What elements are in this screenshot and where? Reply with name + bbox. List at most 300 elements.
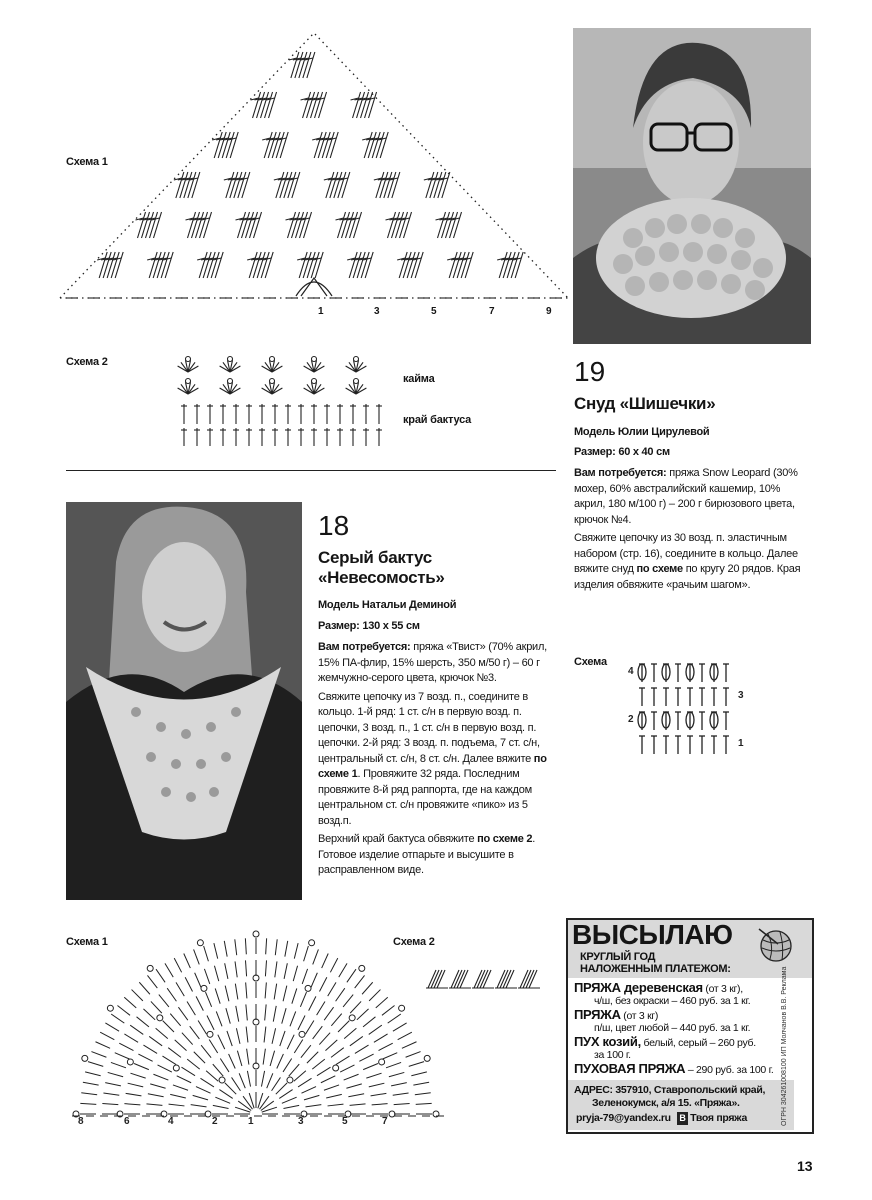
stitch-mark [200,1078,213,1087]
stitch-mark [83,1082,99,1085]
stitch-mark [107,1005,113,1011]
stitch-mark [242,172,250,198]
stitch-mark [228,357,233,362]
stitch-mark [291,52,299,78]
stitch-mark [339,963,347,977]
stitch-mark [180,172,188,198]
stitch-mark [247,1071,250,1087]
stitch-mark [218,1035,225,1049]
stitch-mark [103,1093,119,1095]
stitch-mark [261,92,269,118]
stitch-mark [142,212,150,238]
stitch-mark [338,1021,349,1032]
stitch-mark [380,172,388,198]
stitch-mark [130,1073,145,1078]
stitch-mark [111,252,119,278]
stitch-mark [156,969,165,982]
stitch-mark [413,1082,429,1085]
stitch-mark [309,996,316,1010]
stitch-mark [196,996,203,1010]
stitch-mark [276,172,284,198]
stitch-mark [198,1020,206,1034]
stitch-mark [124,1104,140,1105]
stitch-mark [292,212,300,238]
stitch-mark [392,212,400,238]
stitch-mark [336,988,345,1001]
stitch-mark [170,1014,180,1026]
stitch-mark [317,1067,331,1076]
stitch-mark [346,212,354,238]
ad-line-yarn [574,1008,658,1023]
stitch-mark [165,963,173,977]
needs-text: пряжа Snow Leopard (30% мохер, 60% австралийский кашемир, 10% акрил, 180 м/100 г) – 200 г бирюзового цвета, крючок №4. [574,467,798,526]
stitch-mark [148,1094,164,1097]
stitch-mark [185,977,192,991]
stitch-mark [173,1085,188,1090]
stitch-mark [207,1016,214,1030]
stitch-mark [165,252,173,278]
stitch-mark [204,212,212,238]
stitch-mark [321,1076,335,1083]
stitch-mark [449,252,457,278]
stitch-mark [218,132,226,158]
stitch-mark [288,172,296,198]
stitch-mark [349,252,357,278]
stitch-mark [288,212,296,238]
stitch-mark [195,973,201,988]
row-number: 7 [382,1116,388,1124]
section-divider [66,470,556,471]
stitch-mark [322,132,330,158]
row-number: 6 [124,1116,130,1124]
stitch-mark [359,1054,373,1061]
stitch-mark [438,212,446,238]
stitch-mark [394,1103,410,1104]
stitch-mark [226,1008,230,1023]
stitch-mark [226,172,234,198]
stitch-mark [156,1028,168,1038]
item18-title-line2: «Невесомость» [318,568,445,587]
num: 7 [489,306,495,317]
stitch-mark [363,1017,375,1027]
stitch-mark [301,1045,311,1058]
stitch-mark [192,172,200,198]
instr-bold: по схеме 2 [477,833,533,845]
stitch-mark [188,212,196,238]
stitch-mark [250,212,258,238]
stitch-mark [266,938,267,954]
stitch-mark [181,1067,195,1076]
stitch-mark [511,252,519,278]
yarn-advertisement [566,918,814,1134]
ad-line-wool [574,981,743,996]
stitch-mark [406,1052,421,1058]
instr-part: Свяжите цепочку из 7 возд. п., соедините в кольцо. 1-й ряд: 1 ст. с/н в первую возд. п. цепочки, 3 возд. п., 1 ст. с/н в первую возд. п. цепочки. 2-й ряд: 3 возд. п. подъема, 7 ст. с/н, центральный ст. с/н, 8 ст. с/н. Далее вяжите [318,690,540,765]
stitch-mark [276,1083,287,1094]
bottom-scheme2-label: Схема 2 [393,936,435,948]
top-scheme2-diagram [176,348,396,448]
stitch-mark [270,357,275,362]
stitch-mark [153,252,161,278]
stitch-mark [175,1040,187,1051]
yarn-ball-icon [756,926,796,966]
stitch-mark [376,132,384,158]
instr-part: Верхний край бактуса обвяжите [318,833,478,845]
stitch-mark [177,1076,191,1083]
stitch-mark [340,1065,354,1072]
item19-scheme-label: Схема [574,656,607,668]
stitch-mark [303,252,311,278]
stitch-mark [376,172,384,198]
stitch-mark [388,212,396,238]
stitch-mark [287,1035,294,1049]
stitch-mark [326,132,334,158]
stitch-mark [96,1042,111,1049]
ad-vk[interactable]: Твоя пряжа [690,1112,747,1124]
stitch-mark [245,938,246,954]
stitch-mark [293,966,297,981]
stitch-mark [187,1059,200,1069]
stitch-mark [265,960,266,976]
stitch-mark [238,212,246,238]
stitch-mark [376,997,388,1008]
stitch-mark [294,1039,303,1053]
stitch-mark [226,132,234,158]
stitch-mark [269,92,277,118]
stitch-mark [402,1042,417,1049]
stitch-mark [312,357,317,362]
stitch-mark [305,985,311,991]
stitch-mark [272,132,280,158]
stitch-mark [284,172,292,198]
stitch-mark [91,1052,106,1058]
stitch-mark [150,1084,165,1088]
stitch-mark [225,963,228,979]
border-label: кайма [403,373,435,385]
stitch-mark [301,1087,316,1094]
stitch-mark [178,1007,187,1020]
stitch-mark [253,92,261,118]
stitch-mark [85,1072,101,1076]
needs-label: Вам потребуется: [574,467,667,479]
stitch-mark [213,1064,223,1076]
ad-email[interactable]: pryja-79@yandex.ru [576,1112,671,1124]
stitch-mark [283,986,287,1002]
stitch-mark [147,965,153,971]
stitch-mark [280,132,288,158]
stitch-mark [359,965,365,971]
stitch-mark [302,969,307,984]
stitch-mark [450,212,458,238]
stitch-mark [392,172,400,198]
stitch-mark [222,132,230,158]
ad-line-down-unit: за 100 г. [594,1049,631,1061]
stitch-mark [204,969,209,984]
row-number: 5 [342,1116,348,1124]
needs-label: Вам потребуется: [318,641,411,653]
stitch-mark [170,1094,186,1098]
stitch-mark [313,949,319,964]
snood-photo [573,28,811,344]
stitch-mark [119,1043,133,1050]
stitch-mark [325,1040,337,1051]
stitch-mark [344,1074,359,1080]
stitch-mark [307,92,315,118]
top-scheme2-label: Схема 2 [66,356,108,368]
item18-title-line1: Серый бактус [318,548,432,567]
stitch-mark [300,212,308,238]
stitch-mark [461,252,469,278]
stitch-mark [299,252,307,278]
stitch-mark [400,212,408,238]
stitch-mark [213,1105,229,1108]
row-number: 1 [248,1116,254,1124]
stitch-mark [362,982,373,994]
row-number: 8 [78,1116,84,1124]
stitch-mark [265,92,273,118]
stitch-mark [193,1095,208,1100]
stitch-mark [236,1006,239,1022]
stitch-mark [149,252,157,278]
stitch-mark [379,1043,393,1050]
stitch-mark [347,969,356,982]
stitch-mark [369,1025,382,1034]
stitch-mark [242,212,250,238]
stitch-mark [134,1063,149,1069]
row-number: 4 [628,666,634,677]
stitch-mark [354,357,359,362]
stitch-mark [324,1085,339,1090]
top-scheme1-numbers [318,306,558,320]
stitch-mark [374,1034,388,1042]
stitch-mark [398,1032,412,1039]
stitch-mark [229,1054,236,1069]
stitch-mark [143,1009,155,1020]
stitch-mark [169,1104,185,1106]
stitch-mark [326,1094,342,1098]
stitch-mark [138,212,146,238]
stitch-mark [103,252,111,278]
stitch-mark [100,1032,114,1039]
stitch-mark [117,1005,130,1015]
stitch-mark [388,1014,401,1023]
stitch-mark [361,92,369,118]
stitch-mark [331,1014,341,1026]
ad-line-yarn-price: п/ш, цвет любой – 440 руб. за 1 кг. [594,1022,751,1034]
stitch-mark [328,1104,344,1106]
stitch-mark [161,252,169,278]
stitch-mark [342,212,350,238]
stitch-mark [411,252,419,278]
item18-description [318,640,558,882]
stitch-mark [380,132,388,158]
stitch-mark [442,172,450,198]
stitch-mark [384,172,392,198]
instr-bold: по схеме [636,563,683,575]
stitch-mark [186,379,191,384]
stitch-mark [368,132,376,158]
stitch-mark [146,1104,162,1105]
stitch-mark [355,1045,369,1053]
stitch-mark [305,1020,313,1034]
item19-title: Снуд «Шишечки» [574,394,716,413]
stitch-mark [322,954,329,969]
stitch-mark [336,1056,350,1064]
stitch-mark [292,172,300,198]
instr-part: . Провяжите 32 ряда. Последним провяжите 8-й ряд раппорта, где на каждом центральном ст. с/н провяжите «пико» из 5 возд.п. [318,768,532,827]
stitch-mark [289,1064,299,1076]
stitch-mark [214,966,218,981]
stitch-mark [299,1031,305,1037]
stitch-mark [499,252,507,278]
stitch-mark [257,92,265,118]
stitch-mark [304,946,309,961]
stitch-mark [107,252,115,278]
stitch-mark [201,1045,211,1058]
stitch-mark [350,1104,366,1105]
stitch-mark [315,252,323,278]
stitch-mark [227,1031,232,1046]
stitch-mark [173,1065,179,1071]
stitch-mark [268,132,276,158]
stitch-mark [158,1065,172,1072]
stitch-mark [303,92,311,118]
stitch-mark [313,1026,323,1039]
stitch-mark [353,92,361,118]
stitch-mark [220,1058,229,1071]
ad-bold: ПУХ козий, [574,1034,641,1049]
stitch-mark [305,1105,321,1107]
stitch-mark [304,212,312,238]
stitch-mark [355,975,365,988]
ad-sub2: НАЛОЖЕННЫМ ПЛАТЕЖОМ: [580,963,731,975]
stitch-mark [128,1083,144,1087]
stitch-mark [357,1009,369,1020]
item19-size: Размер: 60 х 40 см [574,446,670,458]
stitch-mark [285,941,288,957]
stitch-mark [235,984,238,1000]
stitch-mark [249,252,257,278]
stitch-mark [294,943,298,959]
stitch-mark [454,212,462,238]
stitch-mark [168,1048,181,1058]
stitch-mark [307,252,315,278]
vk-icon: B [679,1113,686,1123]
stitch-mark [276,132,284,158]
stitch-mark [348,1094,364,1097]
stitch-mark [415,1093,431,1095]
stitch-mark [292,988,297,1003]
stitch-mark [411,1072,427,1076]
stitch-mark [257,252,265,278]
stitch-mark [254,212,262,238]
stitch-mark [277,1054,284,1069]
stitch-mark [261,252,269,278]
stitch-mark [344,1028,356,1038]
stitch-mark [159,995,169,1007]
stitch-mark [273,1006,276,1022]
stitch-mark [247,1049,249,1065]
stitch-mark [88,1062,103,1067]
stitch-mark [163,1021,174,1032]
stitch-mark [190,1026,200,1039]
stitch-mark [307,1052,318,1063]
stitch-mark [365,252,373,278]
stitch-mark [391,1083,407,1086]
stitch-mark [225,986,229,1002]
stitch-mark [203,252,211,278]
row-number: 3 [298,1116,304,1124]
stitch-mark [194,949,200,964]
stitch-mark [157,252,165,278]
ad-address1: АДРЕС: 357910, Ставропольский край, [574,1084,766,1096]
stitch-mark [236,1028,240,1044]
stitch-mark [265,252,273,278]
stitch-mark [99,252,107,278]
item18-size: Размер: 130 х 55 см [318,620,420,632]
stitch-mark [430,172,438,198]
stitch-mark [154,212,162,238]
stitch-mark [205,992,211,1007]
stitch-mark [312,1059,325,1069]
stitch-mark [333,1065,339,1071]
stitch-mark [434,172,442,198]
stitch-mark [274,984,277,1000]
stitch-mark [298,1016,305,1030]
stitch-mark [206,1071,218,1081]
page-number: 13 [797,1158,813,1174]
stitch-mark [366,1073,381,1078]
stitch-mark [317,1001,325,1015]
stitch-mark [424,1055,430,1061]
stitch-mark [299,52,307,78]
stitch-mark [230,172,238,198]
stitch-mark [300,992,306,1007]
stitch-mark [379,1059,385,1065]
stitch-mark [272,1028,276,1044]
ad-line-down-yarn [574,1062,773,1077]
stitch-mark [294,1071,306,1081]
bactus-photo [66,502,302,900]
stitch-mark [396,212,404,238]
stitch-mark [457,252,465,278]
stitch-mark [224,941,227,957]
stitch-mark [311,973,317,988]
item19-scheme-diagram [628,656,758,760]
stitch-mark [357,92,365,118]
stitch-mark [338,212,346,238]
stitch-mark [80,1103,96,1104]
stitch-mark [81,1093,97,1095]
ad-line-down [574,1035,756,1050]
stitch-mark [261,1071,264,1087]
stitch-mark [409,1062,424,1067]
stitch-mark [326,172,334,198]
stitch-mark [228,379,233,384]
top-scheme1-diagram [56,28,572,323]
stitch-mark [328,982,336,996]
stitch-mark [371,1093,387,1096]
stitch-mark [264,1027,266,1043]
stitch-mark [272,1077,281,1090]
stitch-mark [393,1023,407,1031]
stitch-mark [372,1104,388,1105]
stitch-mark [267,1073,273,1088]
ad-sub1: КРУГЛЫЙ ГОД [580,951,656,963]
stitch-mark [354,379,359,384]
stitch-mark [235,961,237,977]
stitch-mark [214,132,222,158]
